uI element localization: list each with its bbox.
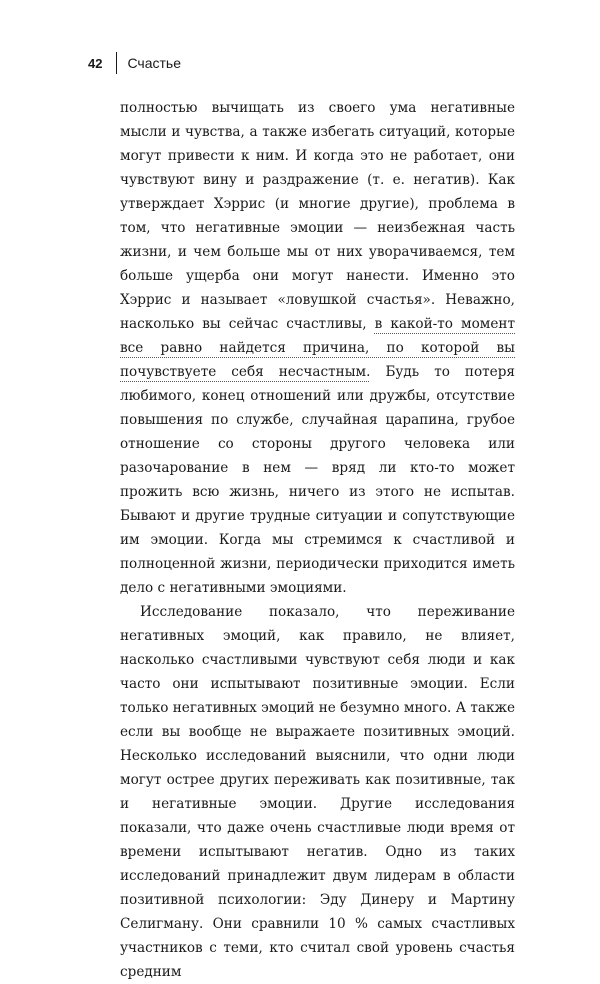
highlighted-passage: в какой-то момент все равно найдется причина, по которой вы почувствуете себя несчастным.	[120, 316, 515, 380]
paragraph-2: Исследование показало, что переживание негативных эмоций, как правило, не влияет, насколько счастливыми чувствуют себя люди и как часто они испытывают позитивные эмоции. Если только негативных эмоций не безумно много. А также если вы вообще не выражаете позитивных эмоций. Несколько исследований выяснили, что одни люди могут острее других переживать как позитивные, так и негативные эмоции. Другие исследования показали, что даже очень счастливые люди время от времени испытывают негатив. Одно из таких исследований принадлежит двум лидерам в области позитивной психологии: Эду Динеру и Мартину Селигману. Они сравнили 10 % самых счастливых участников с теми, кто считал свой уровень счастья средним	[120, 604, 515, 980]
page-number: 42	[88, 55, 103, 71]
paragraph-1-before: полностью вычищать из своего ума негативные мысли и чувства, а также избегать ситуаций, которые могут привести к ним. И когда это не работает, они чувствуют вину и раздражение (т. е. негатив). Как утверждает Хэррис (и многие другие), проблема в том, что негативные эмоции — неизбежная часть жизни, и чем больше мы от них уворачиваемся, тем больше ущерба они могут нанести. Именно это Хэррис и называет «ловушкой счастья». Неважно, насколько вы сейчас счастливы,	[120, 100, 515, 332]
page-header	[88, 52, 181, 74]
body-text	[120, 96, 515, 984]
running-title: Счастье	[127, 55, 181, 71]
paragraph-1-after: Будь то потеря любимого, конец отношений или дружбы, отсутствие повышения по службе, случайная царапина, грубое отношение со стороны другого человека или разочарование в нем — вряд ли кто-то может прожить всю жизнь, ничего из этого не испытав. Бывают и другие трудные ситуации и сопутствующие им эмоции. Когда мы стремимся к счастливой и полноценной жизни, периодически приходится иметь дело с негативными эмоциями.	[120, 364, 516, 596]
header-divider	[116, 52, 117, 74]
paragraph-1	[120, 96, 515, 600]
